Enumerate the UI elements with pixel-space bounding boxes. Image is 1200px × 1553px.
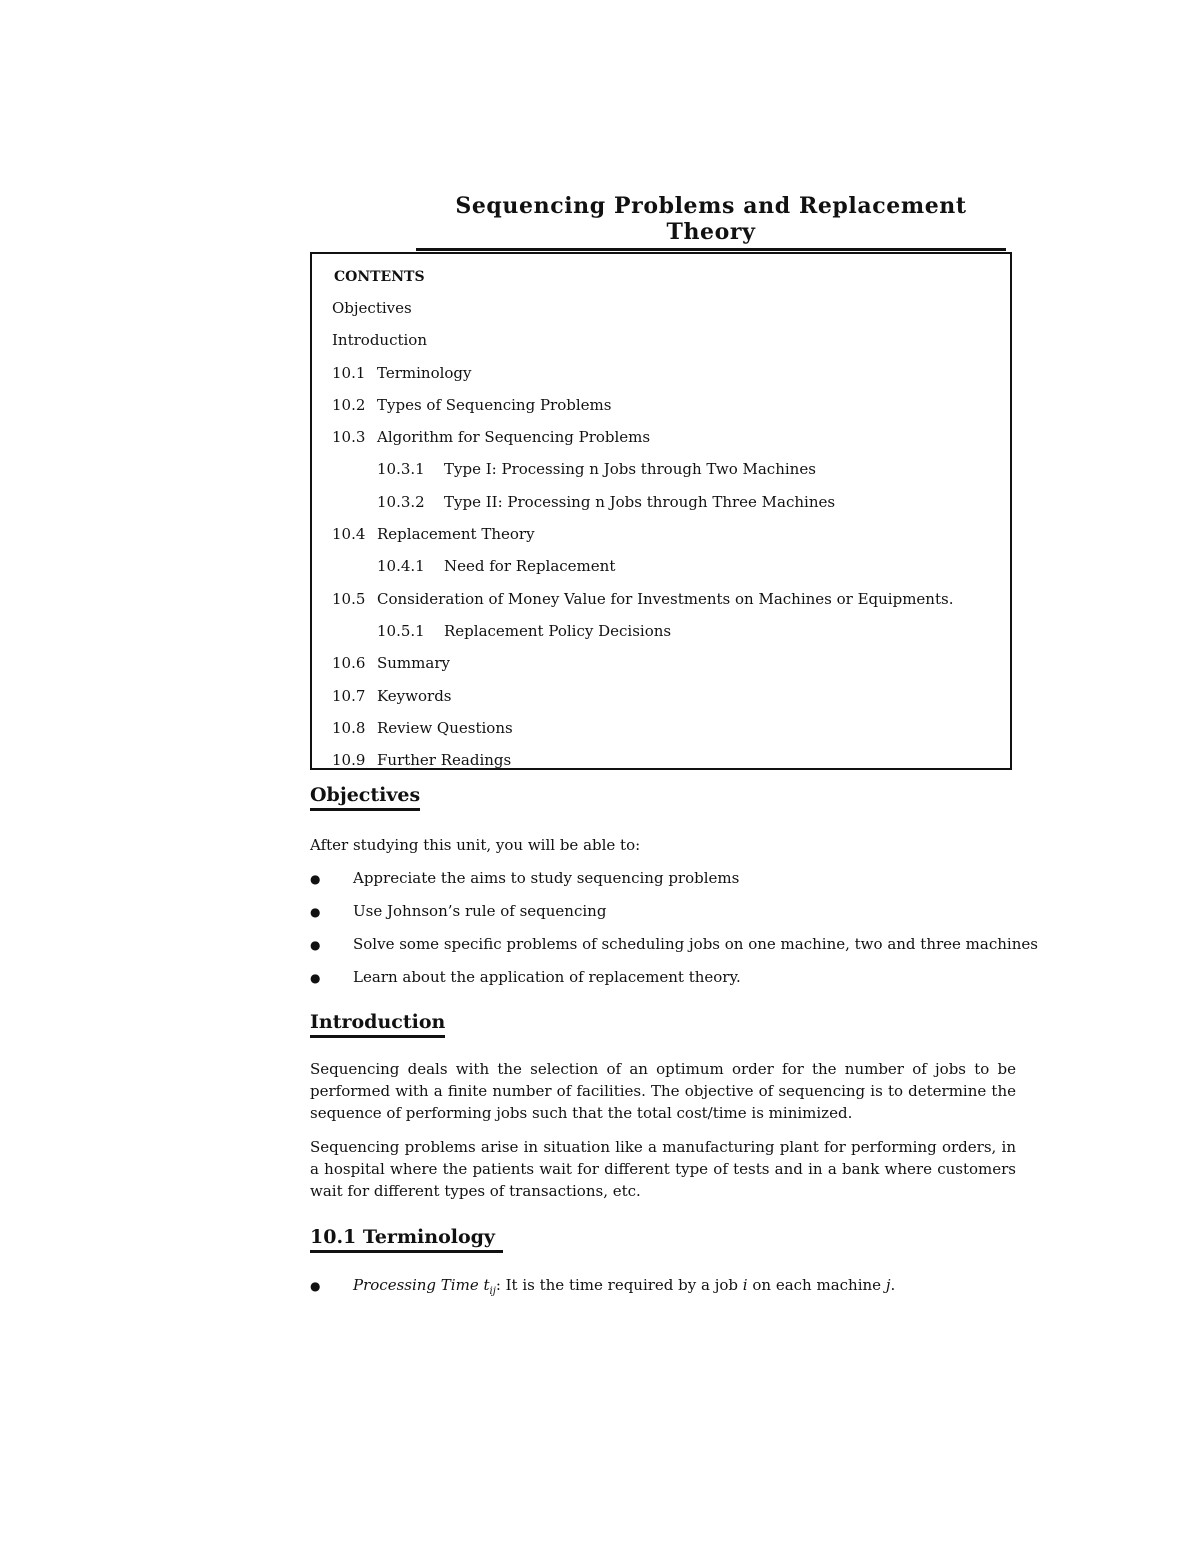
contents-item (332, 453, 1010, 485)
contents-item-label: Replacement Policy Decisions (444, 621, 672, 640)
contents-item-number: 10.8 (332, 718, 366, 737)
objective-text: Appreciate the aims to study sequencing problems (353, 869, 740, 887)
contents-item-number: 10.1 (332, 363, 366, 382)
term-definition-start: : It is the time required by a job (495, 1276, 743, 1294)
contents-item (332, 357, 1010, 389)
contents-item-number: 10.7 (332, 686, 366, 705)
term-subscript: ij (489, 1286, 496, 1297)
bullet-icon: ● (310, 971, 321, 985)
contents-item-number: 10.9 (332, 751, 366, 770)
contents-item (332, 292, 1010, 324)
page-title: Sequencing Problems and Replacement Theory (416, 193, 1006, 251)
term-definition-end: . (890, 1276, 896, 1294)
contents-item-number: 10.5.1 (377, 621, 425, 640)
objectives-section (310, 784, 1038, 994)
term-var-j: j (885, 1276, 891, 1294)
objectives-intro: After studying this unit, you will be able to: (310, 836, 641, 854)
bullet-icon: ● (310, 938, 321, 952)
contents-item (332, 615, 1010, 647)
contents-list (332, 292, 1010, 776)
contents-item-label: Review Questions (377, 718, 513, 737)
objective-text: Learn about the application of replacement theory. (353, 968, 741, 986)
contents-item-number: 10.3.1 (377, 460, 425, 479)
contents-item-number: 10.2 (332, 395, 366, 414)
contents-item (332, 324, 1010, 356)
contents-item-label: Replacement Theory (377, 525, 535, 544)
page-header (416, 193, 1006, 251)
objective-item (310, 895, 1016, 928)
contents-item (332, 550, 1010, 582)
introduction-paragraph-1: Sequencing deals with the selection of an optimum order for the number of jobs to be performed with a finite number of facilities. The objective of sequencing is to determine the sequence of performing jobs such that the total cost/time is minimized. (310, 1060, 1016, 1122)
bullet-icon: ● (310, 1279, 321, 1293)
introduction-heading: Introduction (310, 1011, 445, 1038)
contents-item-number: 10.6 (332, 654, 366, 673)
contents-item-label: Types of Sequencing Problems (377, 395, 612, 414)
contents-item-label: Type II: Processing n Jobs through Three Machines (444, 492, 836, 511)
introduction-section (310, 1011, 1016, 1202)
contents-item (332, 583, 1010, 615)
objective-item (310, 961, 1016, 994)
objective-text: Use Johnson’s rule of sequencing (353, 902, 607, 920)
contents-item-label: Terminology (377, 363, 472, 382)
contents-item-label: Consideration of Money Value for Investments on Machines or Equipments. (377, 589, 954, 608)
contents-item (332, 486, 1010, 518)
contents-item-number: 10.3.2 (377, 492, 425, 511)
contents-item-number: 10.5 (332, 589, 366, 608)
contents-item-label: Keywords (377, 686, 452, 705)
bullet-icon: ● (310, 872, 321, 886)
introduction-paragraph-2: Sequencing problems arise in situation like a manufacturing plant for performing orders, in a hospital where the patients wait for different type of tests and in a bank where customers wait for different types of transactions, etc. (310, 1138, 1016, 1200)
contents-item (332, 518, 1010, 550)
contents-item (332, 744, 1010, 776)
objective-item (310, 862, 1016, 895)
contents-item (332, 389, 1010, 421)
objective-text: Solve some specific problems of scheduling jobs on one machine, two and three machines (353, 935, 1038, 953)
contents-item-number: 10.3 (332, 428, 366, 447)
terminology-section (310, 1226, 1016, 1302)
contents-item-number: 10.4.1 (377, 557, 425, 576)
contents-item-label: Introduction (332, 331, 427, 350)
contents-item-label: Need for Replacement (444, 557, 616, 576)
objectives-heading: Objectives (310, 784, 420, 811)
terminology-item (310, 1269, 1016, 1302)
contents-item-number: 10.4 (332, 525, 366, 544)
contents-item (332, 680, 1010, 712)
contents-item-label: Algorithm for Sequencing Problems (377, 428, 651, 447)
bullet-icon: ● (310, 905, 321, 919)
contents-box (310, 252, 1012, 770)
objectives-list (310, 862, 1038, 994)
contents-item-label: Further Readings (377, 751, 512, 770)
contents-item-label: Objectives (332, 299, 412, 317)
objective-item (310, 928, 1038, 961)
term-name: Processing Time t (353, 1276, 490, 1294)
term-var-i: i (742, 1276, 748, 1294)
terminology-heading: 10.1 Terminology (310, 1226, 503, 1253)
contents-item (332, 712, 1010, 744)
contents-item-label: Summary (377, 654, 450, 673)
contents-heading: CONTENTS (334, 269, 425, 285)
contents-item-label: Type I: Processing n Jobs through Two Machines (444, 460, 816, 479)
contents-item (332, 647, 1010, 679)
contents-item (332, 421, 1010, 453)
term-definition-mid: on each machine (747, 1276, 886, 1294)
